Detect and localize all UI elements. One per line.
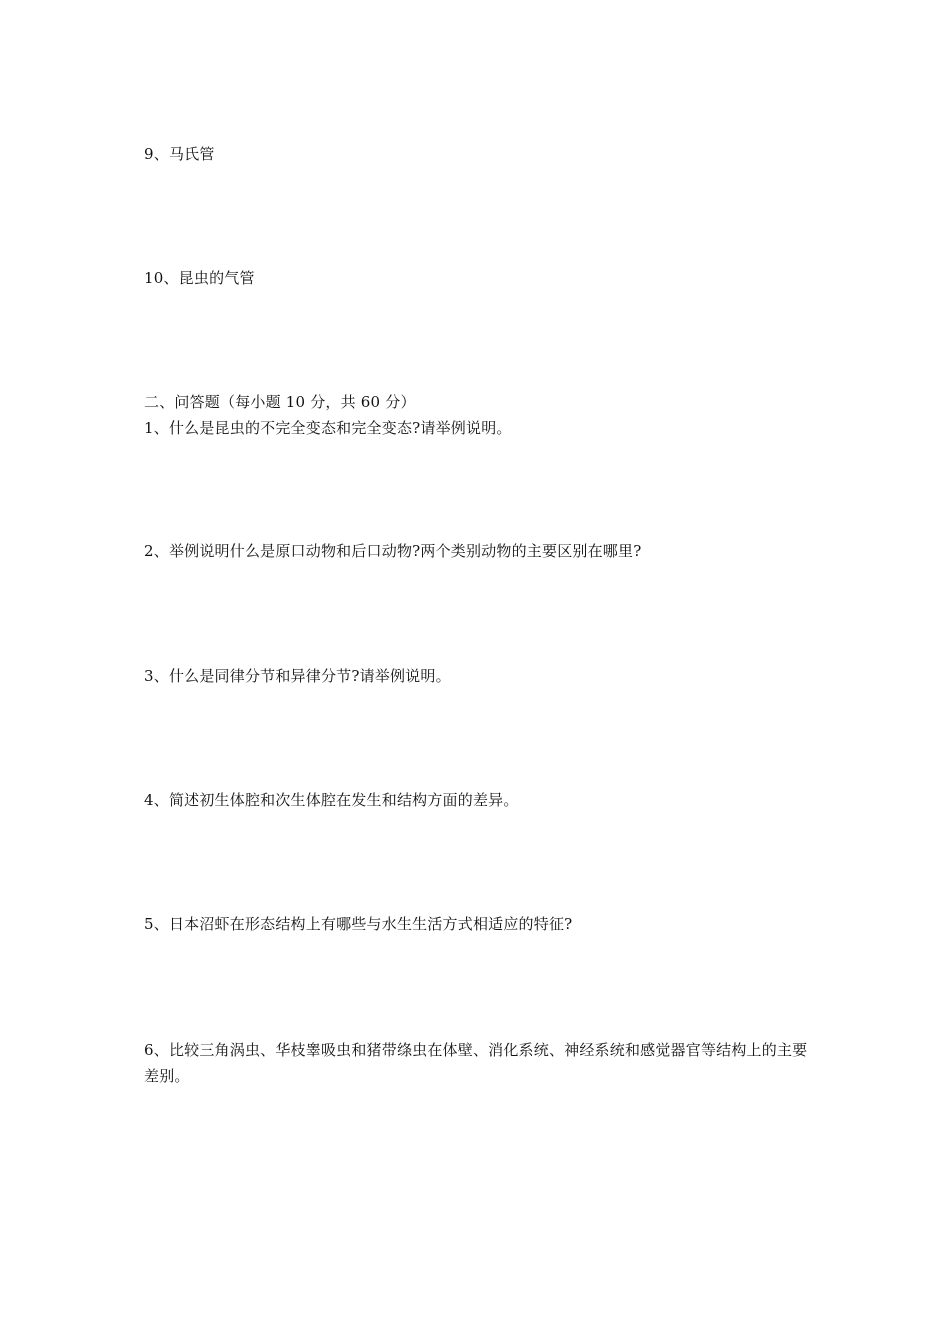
question-2: 2、举例说明什么是原口动物和后口动物?两个类别动物的主要区别在哪里? <box>144 542 642 560</box>
question-3: 3、什么是同律分节和异律分节?请举例说明。 <box>144 667 451 685</box>
item-10: 10、昆虫的气管 <box>144 269 255 287</box>
section-heading: 二、问答题（每小题 10 分，共 60 分） <box>144 393 416 411</box>
item-9: 9、马氏管 <box>144 145 215 163</box>
question-5: 5、日本沼虾在形态结构上有哪些与水生生活方式相适应的特征? <box>144 915 573 933</box>
question-6: 6、比较三角涡虫、华枝睾吸虫和猪带绦虫在体壁、消化系统、神经系统和感觉器官等结构上的主要差别。 <box>144 1041 808 1085</box>
question-4: 4、简述初生体腔和次生体腔在发生和结构方面的差异。 <box>144 791 519 809</box>
question-1: 1、什么是昆虫的不完全变态和完全变态?请举例说明。 <box>144 419 512 437</box>
